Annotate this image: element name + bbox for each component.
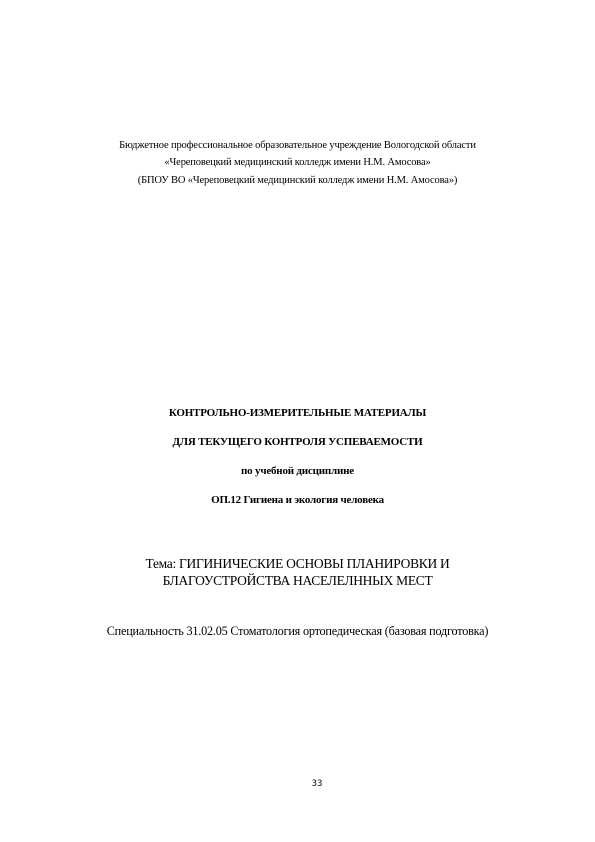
specialty-line: Специальность 31.02.05 Стоматология ортопедическая (базовая подготовка) <box>106 624 489 638</box>
institution-name-line1: Бюджетное профессиональное образовательное учреждение Вологодской области <box>119 140 476 151</box>
discipline-caption: по учебной дисциплине <box>241 465 354 477</box>
discipline-name: ОП.12 Гигиена и экология человека <box>211 494 384 506</box>
page-number: 33 <box>311 779 323 789</box>
document-title-line2: ДЛЯ ТЕКУЩЕГО КОНТРОЛЯ УСПЕВАЕМОСТИ <box>172 436 423 448</box>
topic-line2: БЛАГОУСТРОЙСТВА НАСЕЛЕЛННЫХ МЕСТ <box>162 573 433 588</box>
institution-abbreviation: (БПОУ ВО «Череповецкий медицинский колледж имени Н.М. Амосова») <box>137 175 458 186</box>
document-title-line1: КОНТРОЛЬНО-ИЗМЕРИТЕЛЬНЫЕ МАТЕРИАЛЫ <box>168 407 427 419</box>
topic-line1: Тема: ГИГИНИЧЕСКИЕ ОСНОВЫ ПЛАНИРОВКИ И <box>145 556 450 571</box>
institution-name-line2: «Череповецкий медицинский колледж имени Н.М. Амосова» <box>164 157 431 168</box>
